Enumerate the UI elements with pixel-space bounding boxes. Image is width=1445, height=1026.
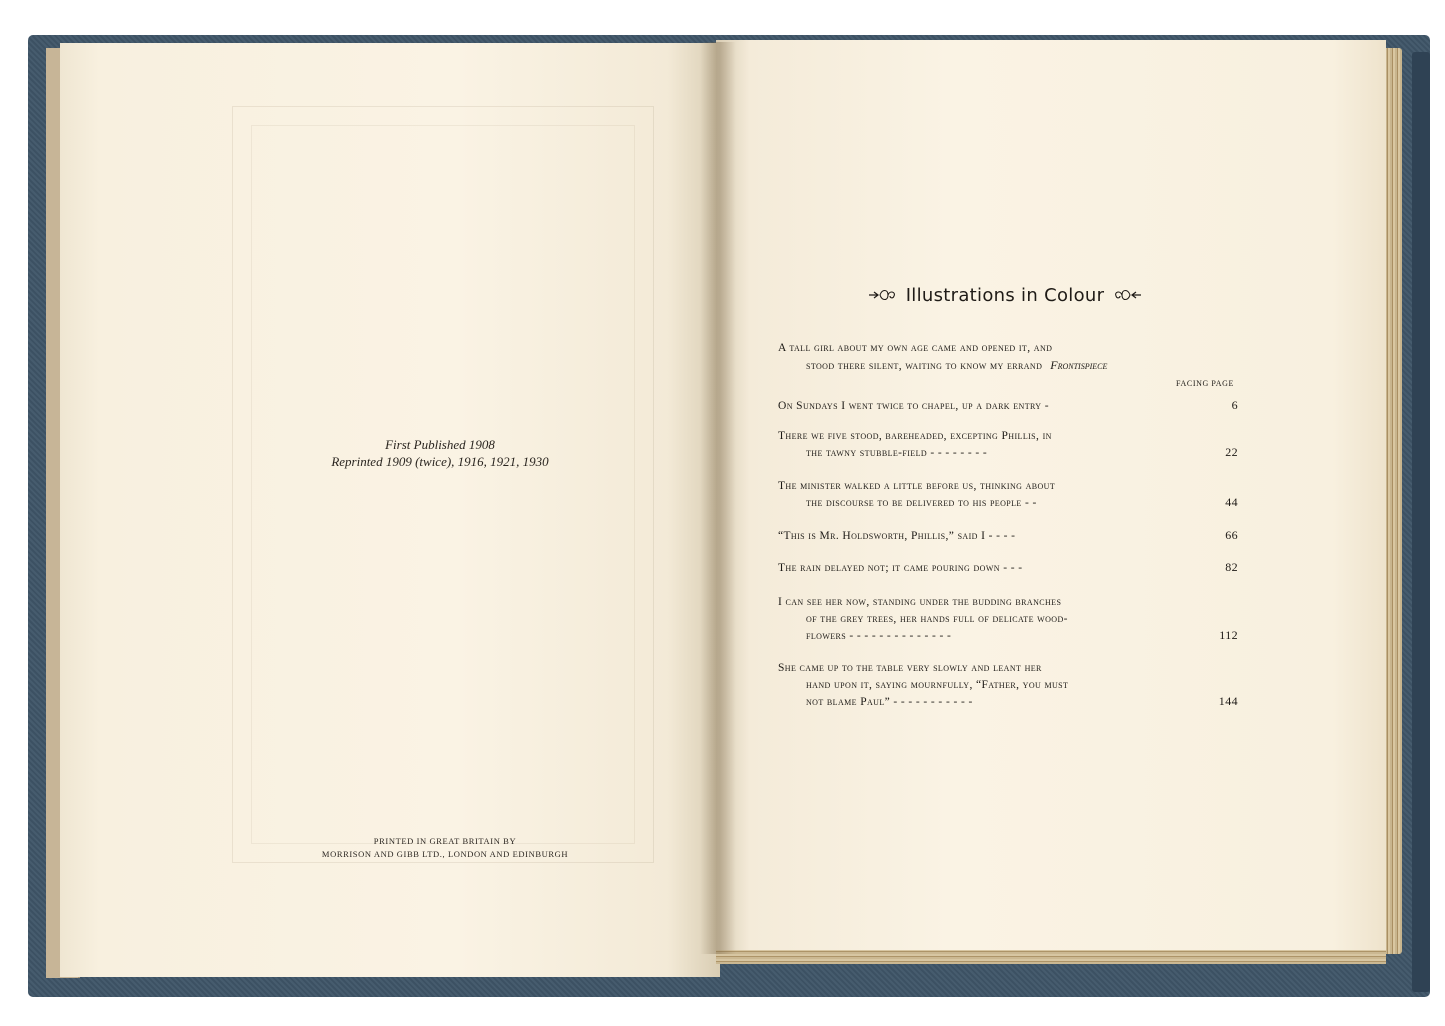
entry-page: 6 (1231, 398, 1238, 412)
illustration-entry (778, 594, 1242, 645)
entry-line: hand upon it, saying mournfully, “Father, you must (806, 679, 1069, 691)
entry-line: the tawny stubble-field - - - - - - - - (806, 447, 988, 459)
entry-line: “This is Mr. Holdsworth, Phillis,” said I - - - - (778, 530, 1016, 542)
entry-line-text: stood there silent, waiting to know my errand (806, 360, 1043, 372)
publication-history (300, 436, 580, 470)
entry-page: 82 (1225, 560, 1238, 574)
entry-line: She came up to the table very slowly and leant her (778, 662, 1042, 674)
entry-page: 66 (1225, 528, 1238, 542)
illustration-entry (778, 528, 1242, 545)
cover-edge (1412, 52, 1430, 992)
entry-page: Frontispiece (1050, 358, 1108, 372)
entry-line (778, 357, 1242, 374)
entry-line: A tall girl about my own age came and opened it, and (778, 342, 1053, 354)
left-ornament-icon (868, 287, 898, 303)
illustration-entry (778, 560, 1242, 577)
heading-text: Illustrations in Colour (905, 284, 1105, 306)
list-heading (860, 280, 1150, 310)
entry-page: 22 (1225, 445, 1238, 459)
entry-line: not blame Paul” - - - - - - - - - - - (806, 696, 973, 708)
printer-imprint (260, 835, 630, 861)
entry-line: the discourse to be delivered to his people - - (806, 497, 1037, 509)
right-ornament-icon (1112, 287, 1142, 303)
entry-line: I can see her now, standing under the budding branches (778, 596, 1062, 608)
entry-line: The minister walked a little before us, thinking about (778, 480, 1056, 492)
entry-page: 44 (1225, 495, 1238, 509)
illustration-entry (778, 660, 1242, 711)
page-bottom-stack (716, 950, 1386, 964)
entry-line: There we five stood, bareheaded, excepting Phillis, in (778, 430, 1052, 442)
entry-line: The rain delayed not; it came pouring down - - - (778, 562, 1023, 574)
illustration-entry (778, 340, 1242, 374)
illustration-entry (778, 398, 1242, 415)
reprinted-line: Reprinted 1909 (twice), 1916, 1921, 1930 (331, 454, 549, 469)
entry-line: flowers - - - - - - - - - - - - - - (806, 630, 952, 642)
entry-page: 112 (1219, 628, 1238, 642)
printer-line-2: MORRISON AND GIBB LTD., LONDON AND EDINBURGH (321, 849, 569, 859)
printer-line-1: PRINTED IN GREAT BRITAIN BY (373, 836, 517, 846)
illustration-entry (778, 478, 1242, 512)
entry-page: 144 (1218, 694, 1238, 708)
facing-page-label: FACING PAGE (1176, 379, 1234, 388)
entry-line: of the grey trees, her hands full of delicate wood- (806, 613, 1068, 625)
gutter (700, 42, 736, 954)
illustration-entry (778, 428, 1242, 462)
show-through-frame (232, 106, 654, 863)
entry-line: On Sundays I went twice to chapel, up a dark entry - (778, 400, 1049, 412)
first-published: First Published 1908 (385, 437, 495, 452)
